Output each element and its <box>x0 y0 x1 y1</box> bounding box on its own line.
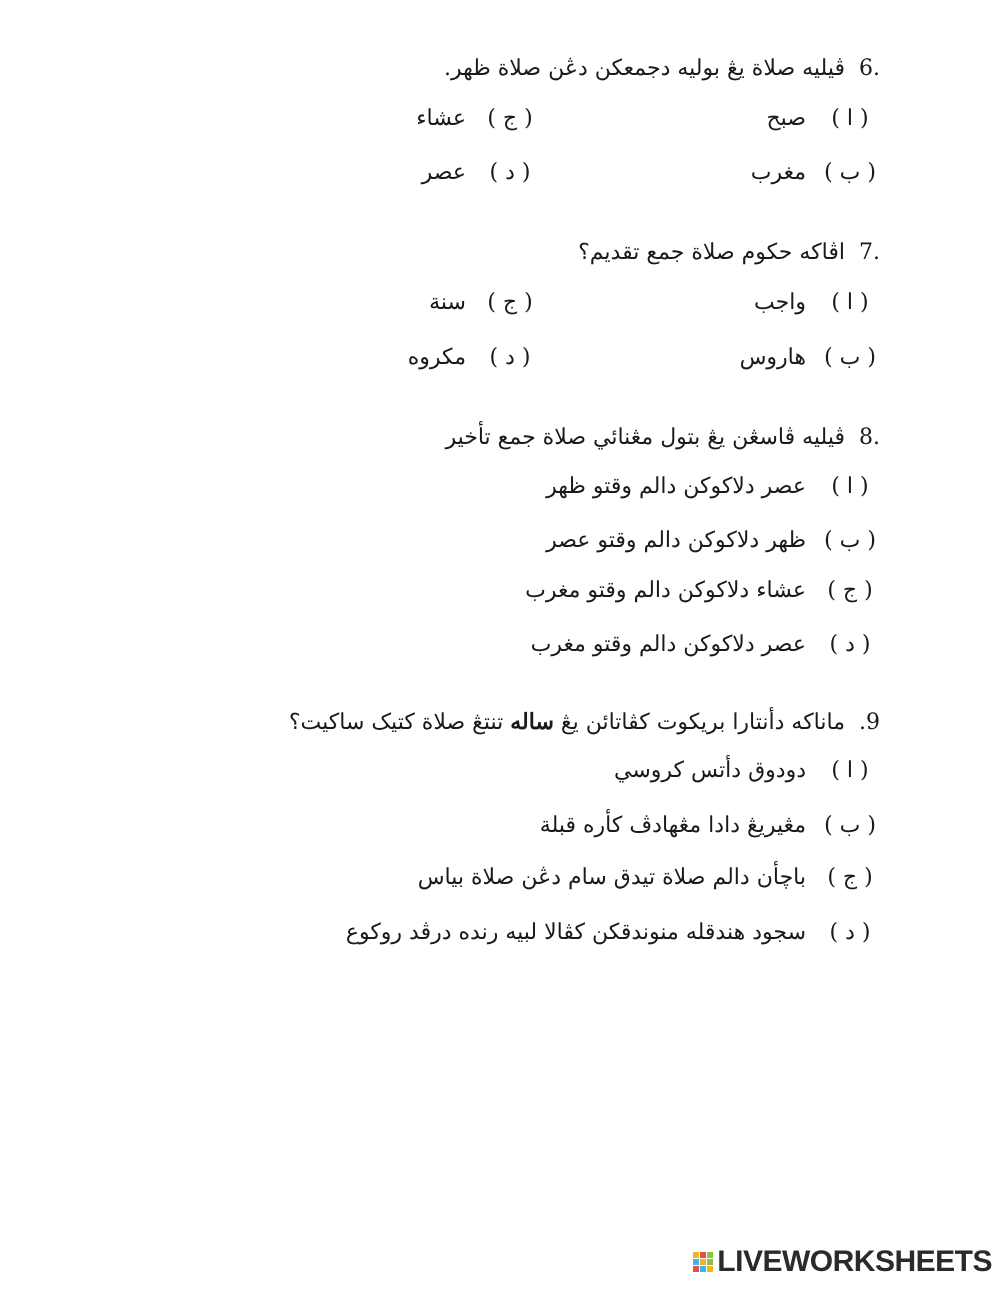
option-text: عصر <box>421 160 466 185</box>
logo-text: LIVEWORKSHEETS <box>717 1245 992 1278</box>
logo-square <box>700 1259 706 1265</box>
option-text: عصر دلاکوکن دالم وقتو ظهر <box>546 474 806 499</box>
option-8-b[interactable] <box>546 528 880 553</box>
question-text-after: تنتڠ صلاة کتيک ساکيت؟ <box>288 710 504 735</box>
option-7-b[interactable] <box>740 345 880 370</box>
option-9-a[interactable] <box>614 758 880 783</box>
option-letter: ( ب ) <box>824 813 876 838</box>
liveworksheets-logo[interactable] <box>693 1245 992 1279</box>
option-9-c[interactable] <box>418 865 880 890</box>
option-text: عصر دلاکوکن دالم وقتو مغرب <box>530 632 806 657</box>
question-number: 7. <box>859 240 880 265</box>
option-text: مڠيريڠ دادا مڠهادڤ کأره قبلة <box>539 813 806 838</box>
question-number: 6. <box>859 56 880 81</box>
option-letter: ( ج ) <box>487 290 533 315</box>
logo-square <box>693 1259 699 1265</box>
logo-square <box>693 1266 699 1272</box>
option-text: ظهر دلاکوکن دالم وقتو عصر <box>546 528 806 553</box>
option-letter: ( ا ) <box>831 758 869 783</box>
question-9 <box>289 709 880 735</box>
option-text: باچأن دالم صلاة تيدق سام دڠن صلاة بياس <box>417 865 806 890</box>
logo-square <box>693 1252 699 1258</box>
question-text: اڤاکه حکوم صلاة جمع تقديم؟ <box>578 240 845 265</box>
question-number: .9 <box>859 710 880 735</box>
option-6-a[interactable] <box>766 106 880 131</box>
option-9-b[interactable] <box>540 813 880 838</box>
option-text: سنة <box>429 290 466 315</box>
option-7-a[interactable] <box>754 290 880 315</box>
option-8-a[interactable] <box>546 474 880 499</box>
option-text: سجود هندقله منوندقکن کڤالا لبيه رنده درڤد روکوع <box>345 920 806 945</box>
option-letter: ( ب ) <box>824 528 876 553</box>
option-text: دودوق دأتس کروسي <box>614 758 806 783</box>
option-letter: ( ج ) <box>827 578 873 603</box>
option-text: صبح <box>766 106 806 131</box>
option-letter: ( ج ) <box>487 106 533 131</box>
option-text: عشاء دلاکوکن دالم وقتو مغرب <box>525 578 806 603</box>
question-text-bold: ساله <box>510 709 554 735</box>
option-letter: ( د ) <box>489 160 531 185</box>
logo-square <box>700 1252 706 1258</box>
logo-square <box>707 1266 713 1272</box>
question-7 <box>578 240 880 265</box>
option-6-c[interactable] <box>416 106 540 131</box>
option-letter: ( ا ) <box>831 106 869 131</box>
question-text-before: ماناکه دأنتارا بريکوت کڤاتائن يڠ <box>560 710 845 735</box>
question-6 <box>444 56 880 81</box>
option-6-d[interactable] <box>422 160 540 185</box>
option-text: هاروس <box>739 345 806 370</box>
option-8-d[interactable] <box>531 632 880 657</box>
option-letter: ( د ) <box>829 920 871 945</box>
option-8-c[interactable] <box>525 578 880 603</box>
option-letter: ( ج ) <box>827 865 873 890</box>
option-letter: ( ا ) <box>831 474 869 499</box>
logo-mark-icon <box>693 1252 713 1272</box>
option-letter: ( د ) <box>829 632 871 657</box>
logo-square <box>707 1252 713 1258</box>
option-7-c[interactable] <box>429 290 540 315</box>
option-text: مکروه <box>407 345 466 370</box>
option-letter: ( ب ) <box>824 345 876 370</box>
question-number: 8. <box>859 425 880 450</box>
option-6-b[interactable] <box>751 160 880 185</box>
logo-square <box>700 1266 706 1272</box>
question-text: ڤيليه ڤاسڠن يڠ بتول مڠنائي صلاة جمع تأخير <box>445 425 845 450</box>
option-letter: ( ب ) <box>824 160 876 185</box>
option-text: واجب <box>754 290 806 315</box>
option-letter: ( ا ) <box>831 290 869 315</box>
option-text: عشاء <box>416 106 466 131</box>
option-text: مغرب <box>750 160 806 185</box>
option-9-d[interactable] <box>346 920 880 945</box>
option-letter: ( د ) <box>489 345 531 370</box>
option-7-d[interactable] <box>408 345 540 370</box>
logo-square <box>707 1259 713 1265</box>
question-8 <box>445 425 880 450</box>
question-text: ڤيليه صلاة يڠ بوليه دجمعکن دڠن صلاة ظهر. <box>443 56 845 81</box>
